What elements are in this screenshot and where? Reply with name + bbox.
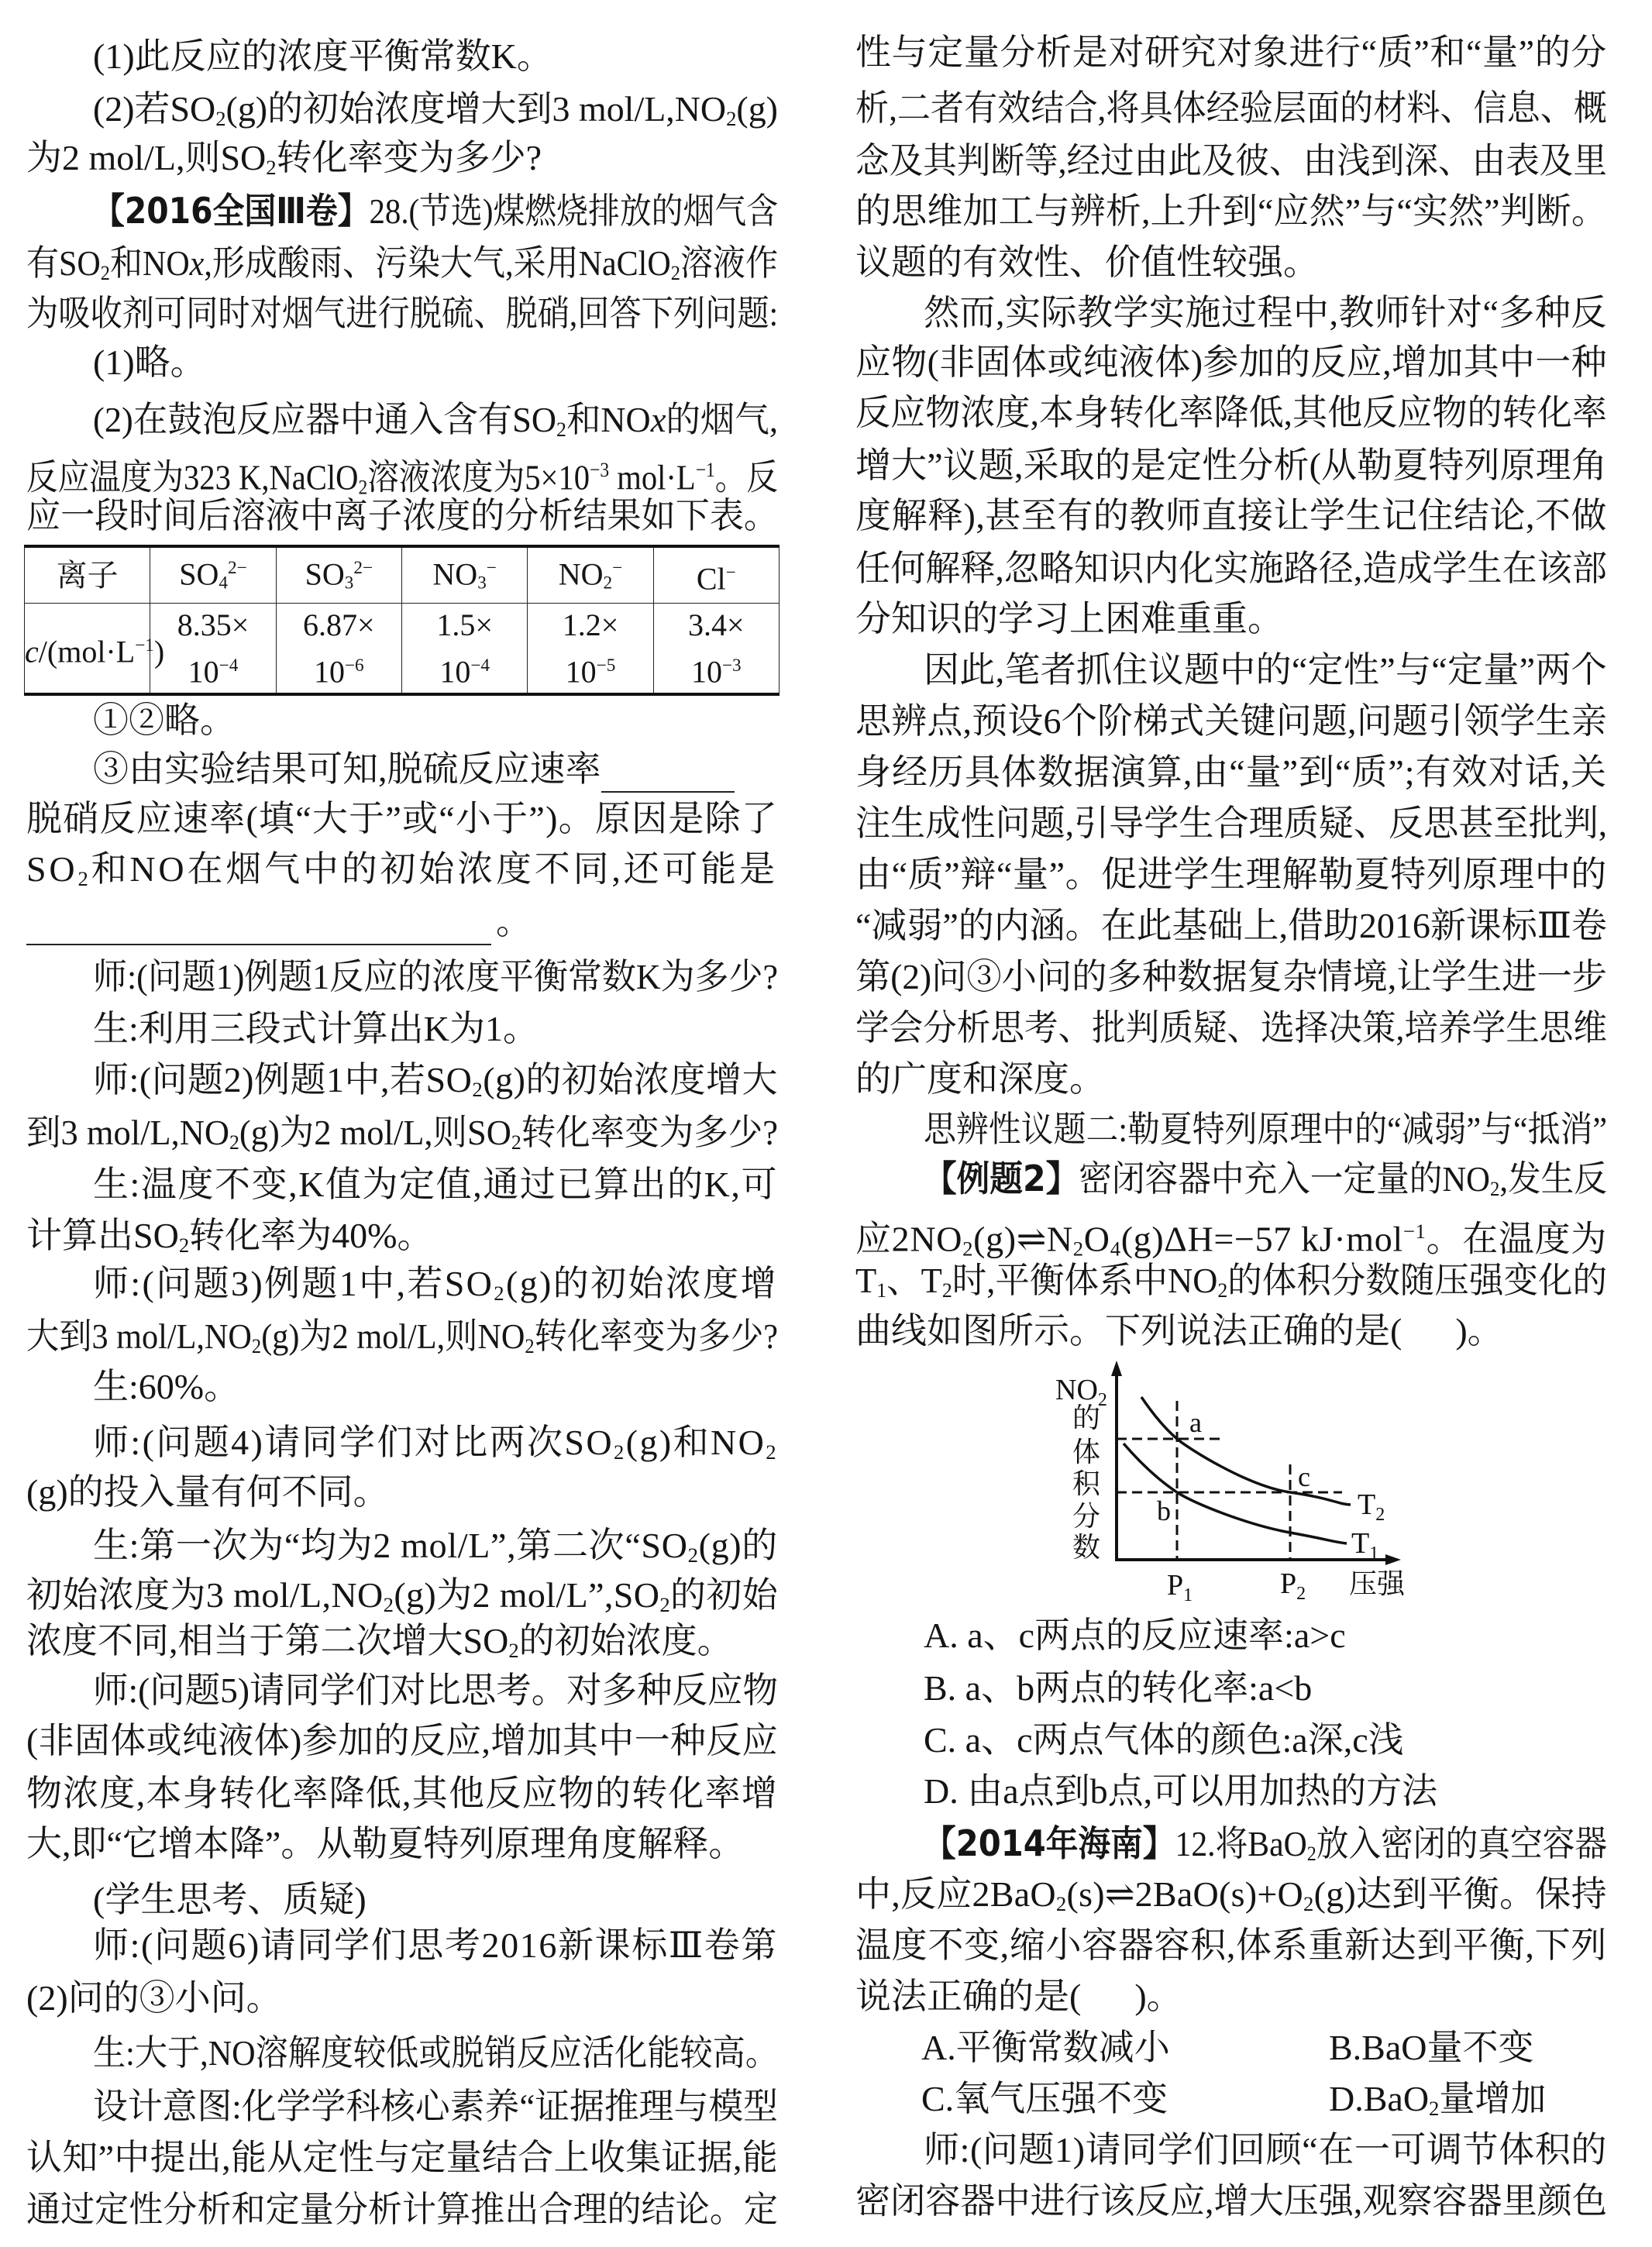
superscript: −1 bbox=[695, 458, 715, 481]
x-tick-p1 bbox=[1167, 1569, 1193, 1604]
subscript: 2 bbox=[383, 1592, 394, 1616]
text-line bbox=[855, 2178, 1607, 2225]
text-run: D. 由a点到b点,可以用加热的方法 bbox=[924, 1771, 1438, 1811]
text-run: 学会分析思考、批判质疑、选择决策,培养学生思维 bbox=[855, 1008, 1607, 1048]
text-run: 脱硝反应速率(填“大于”或“小于”)。原因是除了 bbox=[26, 799, 779, 838]
option-a bbox=[921, 2025, 1170, 2071]
y-axis-label-main: NO bbox=[1055, 1374, 1098, 1406]
text-run: 。 bbox=[496, 902, 532, 941]
text-run: 分知识的学习上困难重重。 bbox=[855, 599, 1283, 638]
text-run: (g)的初始浓度增大到3 mol/L,NO bbox=[225, 89, 727, 129]
italic-variable: x bbox=[650, 400, 666, 439]
text-run: “减弱”的内涵。在此基础上,借助2016新课标Ⅲ卷 bbox=[855, 906, 1608, 945]
subscript: 2 bbox=[251, 1333, 262, 1357]
text-run: 溶液浓度为5×10 bbox=[367, 457, 590, 497]
table-value-cell bbox=[653, 604, 779, 695]
superscript: 2− bbox=[228, 558, 247, 578]
option-c bbox=[921, 2076, 1168, 2122]
ion-concentration-table bbox=[24, 545, 780, 696]
text-line bbox=[924, 1155, 1607, 1202]
subscript: 2 bbox=[229, 1130, 239, 1154]
x-tick-main: P bbox=[1280, 1567, 1297, 1600]
text-run: 转化率变为多少? bbox=[534, 1316, 778, 1356]
italic-variable: x bbox=[189, 243, 205, 283]
table-header-cell bbox=[276, 546, 401, 604]
value-power bbox=[277, 645, 401, 692]
x-axis-arrow-icon bbox=[1385, 1554, 1401, 1565]
text-run: (g)为2 mol/L,则NO bbox=[261, 1316, 525, 1356]
text-run: SO bbox=[26, 849, 78, 889]
text-run: 的体积分数随压强变化的 bbox=[1227, 1261, 1608, 1300]
subscript: 2 bbox=[603, 573, 613, 594]
value-base: 10 bbox=[565, 654, 597, 690]
text-run: 身经历具体数据演算,由“量”到“质”;有效对话,关 bbox=[855, 752, 1607, 792]
point-label-b: b bbox=[1157, 1495, 1171, 1526]
superscript: 2− bbox=[353, 558, 373, 578]
text-run: 设计意图:化学学科核心素养“证据推理与模型 bbox=[93, 2087, 778, 2126]
subscript: 2 bbox=[556, 417, 566, 441]
text-run: (g)和NO bbox=[625, 1423, 766, 1462]
text-run: (g)为2 mol/L,则SO bbox=[239, 1113, 511, 1152]
y-axis-label-char: 体 bbox=[1072, 1437, 1101, 1468]
text-run: 密闭容器中充入一定量的NO bbox=[1079, 1159, 1490, 1199]
text-run: 因此,笔者抓住议题中的“定性”与“定量”两个 bbox=[924, 650, 1607, 690]
text-run: (s)⇌2BaO(s)+O bbox=[1066, 1874, 1303, 1914]
text-run: 量增加 bbox=[1439, 2079, 1547, 2118]
text-run: 的初始 bbox=[670, 1575, 779, 1615]
text-line bbox=[855, 239, 1607, 286]
text-run: NO bbox=[432, 556, 478, 592]
table-header-cell bbox=[528, 546, 653, 604]
subscript: 3 bbox=[477, 573, 487, 594]
bold-source-label: 【2014年海南】 bbox=[924, 1822, 1175, 1864]
text-run: 增大”议题,采取的是定性分析(从勒夏特列原理角 bbox=[855, 446, 1607, 485]
text-run: C.氧气压强不变 bbox=[921, 2079, 1168, 2118]
x-axis-label: 压强 bbox=[1348, 1568, 1406, 1599]
text-line bbox=[855, 85, 1607, 132]
subscript: 2 bbox=[266, 155, 277, 179]
text-run: SO bbox=[305, 556, 345, 592]
subscript: 1 bbox=[876, 1278, 887, 1302]
text-run: ③由实验结果可知,脱硫反应速率 bbox=[93, 749, 601, 789]
text-line bbox=[855, 1258, 1607, 1304]
text-run: O bbox=[1083, 1219, 1110, 1259]
text-run: (2)问的③小问。 bbox=[26, 1978, 282, 2018]
text-run: 溶液作 bbox=[680, 243, 778, 283]
value-exponent: −5 bbox=[596, 655, 616, 676]
text-run: A.平衡常数减小 bbox=[921, 2028, 1170, 2067]
text-line bbox=[924, 1717, 1607, 1764]
text-line bbox=[924, 290, 1607, 336]
text-run: ,形成酸雨、污染大气,采用NaClO bbox=[204, 243, 671, 283]
text-run: 浓度不同,相当于第二次增大SO bbox=[26, 1621, 509, 1660]
text-line bbox=[855, 1922, 1607, 1969]
text-run: 和NO bbox=[109, 243, 190, 283]
subscript: 2 bbox=[358, 475, 368, 499]
text-run: 念及其判断等,经过由此及彼、由浅到深、由表及里 bbox=[855, 141, 1607, 181]
text-run: (1)略。 bbox=[93, 342, 206, 382]
subscript: 2 bbox=[726, 106, 737, 130]
value-base: 10 bbox=[313, 654, 345, 690]
text-run: NO bbox=[558, 556, 604, 592]
text-run: 议题的有效性、价值性较强。 bbox=[855, 243, 1319, 282]
text-line bbox=[855, 954, 1607, 1000]
value-base: 10 bbox=[439, 654, 471, 690]
value-base: 10 bbox=[188, 654, 219, 690]
text-run: (g)的初始浓度增 bbox=[506, 1264, 778, 1303]
text-run: (g)达到平衡。保持 bbox=[1313, 1874, 1607, 1914]
text-line bbox=[855, 800, 1607, 847]
superscript: − bbox=[725, 562, 736, 583]
text-run: 生:大于,NO溶解度较低或脱销反应活化能较高。 bbox=[93, 2033, 778, 2073]
text-run: 大到3 mol/L,NO bbox=[26, 1316, 252, 1356]
table-value-cell bbox=[528, 604, 653, 695]
text-run: 为2 mol/L,则SO bbox=[26, 138, 267, 177]
value-exponent: −4 bbox=[470, 655, 490, 676]
text-run: 师:(问题2)例题1中,若SO bbox=[93, 1060, 473, 1099]
value-mantissa: 8.35× bbox=[177, 607, 250, 642]
text-run: (g) bbox=[736, 89, 778, 129]
superscript: − bbox=[486, 558, 497, 578]
text-line bbox=[924, 1106, 1607, 1153]
point-label-a: a bbox=[1189, 1407, 1202, 1438]
text-run: 曲线如图所示。下列说法正确的是( )。 bbox=[855, 1311, 1503, 1351]
text-run: 有SO bbox=[26, 243, 101, 283]
text-line bbox=[924, 1612, 1607, 1659]
text-run: SO bbox=[179, 556, 219, 592]
text-line bbox=[855, 698, 1607, 745]
text-line bbox=[924, 647, 1607, 693]
subscript: 2 bbox=[1055, 1891, 1067, 1915]
superscript: −1 bbox=[135, 635, 154, 656]
text-run: (g)ΔH=−57 kJ·mol bbox=[1120, 1219, 1403, 1259]
text-run: 的广度和深度。 bbox=[855, 1059, 1105, 1099]
text-run: 。在温度为 bbox=[1426, 1219, 1607, 1259]
text-run: 应物(非固体或纯液体)参加的反应,增加其中一种 bbox=[855, 342, 1607, 382]
value-mantissa: 3.4× bbox=[688, 607, 745, 642]
value-mantissa: 1.5× bbox=[436, 607, 493, 642]
y-axis-label-char: 积 bbox=[1072, 1468, 1101, 1499]
subscript: 2 bbox=[215, 106, 226, 130]
text-run: 师:(问题1)例题1反应的浓度平衡常数K为多少? bbox=[93, 957, 778, 996]
subscript: 2 bbox=[1303, 1891, 1314, 1915]
text-run: B.BaO量不变 bbox=[1329, 2028, 1534, 2067]
subscript: 2 bbox=[659, 1592, 671, 1616]
table-row bbox=[25, 604, 780, 695]
text-line bbox=[855, 138, 1607, 184]
text-line bbox=[855, 852, 1607, 898]
subscript: 2 bbox=[100, 260, 110, 284]
text-run: 应一段时间后溶液中离子浓度的分析结果如下表。 bbox=[26, 496, 779, 535]
text-run: 生:第一次为“均为2 mol/L”,第二次“SO bbox=[93, 1526, 688, 1565]
text-line bbox=[855, 29, 1607, 76]
text-run: 到3 mol/L,NO bbox=[26, 1113, 230, 1152]
superscript: − bbox=[612, 558, 623, 578]
text-run: 析,二者有效结合,将具体经验层面的材料、信息、概 bbox=[855, 88, 1608, 128]
y-axis-label-char: 分 bbox=[1072, 1501, 1101, 1532]
superscript: −1 bbox=[1402, 1220, 1427, 1243]
text-run: 温度不变,缩小容器容积,体系重新达到平衡,下列 bbox=[855, 1925, 1607, 1965]
subscript: 2 bbox=[1072, 1237, 1084, 1261]
text-run: 任何解释,忽略知识内化实施路径,造成学生在该部 bbox=[855, 549, 1608, 588]
text-line bbox=[924, 1665, 1607, 1712]
text-run: 度解释),甚至有的教师直接让学生记住结论,不做 bbox=[855, 496, 1608, 535]
subscript: 2 bbox=[77, 866, 91, 890]
text-run: 思辨性议题二:勒夏特列原理中的“减弱”与“抵消” bbox=[924, 1110, 1607, 1149]
text-run: 物浓度,本身转化率降低,其他反应物的转化率增 bbox=[26, 1774, 779, 1813]
text-run: (非固体或纯液体)参加的反应,增加其中一种反应 bbox=[26, 1721, 778, 1760]
text-run: (g)⇌N bbox=[973, 1219, 1073, 1259]
subscript: 4 bbox=[1110, 1237, 1121, 1261]
text-run: 性与定量分析是对研究对象进行“质”和“量”的分 bbox=[855, 33, 1607, 72]
text-run: 反应物浓度,本身转化率降低,其他反应物的转化率 bbox=[855, 393, 1608, 432]
subscript: 2 bbox=[508, 1638, 519, 1662]
text-line bbox=[855, 1871, 1607, 1918]
row-label-cell bbox=[25, 604, 165, 695]
subscript: 2 bbox=[962, 1237, 974, 1261]
option-d bbox=[1329, 2076, 1546, 2122]
text-run: (g)的 bbox=[698, 1526, 778, 1565]
subscript: 2 bbox=[525, 1333, 535, 1357]
text-run: /(mol·L bbox=[38, 634, 136, 669]
value-power bbox=[528, 645, 652, 692]
text-run: (g)的投入量有何不同。 bbox=[26, 1472, 389, 1512]
text-line bbox=[855, 1056, 1607, 1103]
text-run: A. a、c两点的反应速率:a>c bbox=[924, 1616, 1346, 1655]
text-line bbox=[855, 390, 1607, 436]
text-run: 时,平衡体系中NO bbox=[952, 1261, 1218, 1300]
text-line bbox=[855, 545, 1607, 592]
text-run: 的烟气, bbox=[666, 400, 779, 439]
subscript: 2 bbox=[1217, 1278, 1228, 1302]
text-run: (1)此反应的浓度平衡常数K。 bbox=[93, 36, 552, 76]
text-run: 转化率变为多少? bbox=[276, 138, 542, 177]
text-run: ①②略。 bbox=[93, 700, 236, 740]
subscript: 2 bbox=[687, 1543, 699, 1567]
text-run: 注生成性问题,引导学生合理质疑、反思甚至批判, bbox=[855, 803, 1608, 843]
curve-label-sub: 1 bbox=[1369, 1543, 1379, 1564]
text-run: 和NO bbox=[566, 400, 651, 439]
text-run: 。反 bbox=[714, 457, 778, 497]
text-run: 认知”中提出,能从定性与定量结合上收集证据,能 bbox=[26, 2138, 779, 2177]
text-run: 离子 bbox=[56, 557, 119, 593]
x-tick-main: P bbox=[1167, 1569, 1184, 1602]
subscript: 2 bbox=[178, 1233, 190, 1257]
text-run: 说法正确的是( )。 bbox=[855, 1977, 1182, 2016]
text-run: 转化率为40%。 bbox=[189, 1216, 433, 1255]
value-exponent: −6 bbox=[344, 655, 364, 676]
text-line bbox=[855, 188, 1607, 235]
text-run: 的思维加工与辨析,上升到“应然”与“实然”判断。 bbox=[855, 191, 1608, 231]
subscript: 2 bbox=[766, 1440, 779, 1464]
subscript: 2 bbox=[494, 1281, 506, 1305]
text-run: 由“质”辩“量”。促进学生理解勒夏特列原理中的 bbox=[855, 855, 1607, 894]
text-run: 师:(问题6)请同学们思考2016新课标Ⅲ卷第 bbox=[93, 1925, 779, 1965]
text-run: ) bbox=[153, 634, 165, 669]
text-line bbox=[855, 903, 1607, 949]
text-run: T bbox=[855, 1261, 877, 1300]
y-axis-label-char: 数 bbox=[1072, 1532, 1101, 1563]
text-run: (学生思考、质疑) bbox=[93, 1880, 367, 1919]
text-run: 、T bbox=[886, 1261, 942, 1300]
italic-variable: c bbox=[25, 634, 39, 669]
text-run: 师:(问题4)请同学们对比两次SO bbox=[93, 1423, 614, 1462]
no2-volume-fraction-figure bbox=[1038, 1348, 1426, 1604]
option-b bbox=[1329, 2025, 1534, 2071]
subscript: 2 bbox=[1306, 1841, 1316, 1865]
value-mantissa: 1.2× bbox=[562, 607, 619, 642]
subscript: 2 bbox=[472, 1077, 484, 1101]
table-value-cell bbox=[276, 604, 401, 695]
text-run: 中,反应2BaO bbox=[855, 1874, 1056, 1914]
table-header-cell bbox=[150, 546, 276, 604]
curve-label-t2 bbox=[1358, 1488, 1385, 1525]
subscript: 2 bbox=[1489, 1176, 1500, 1200]
text-line bbox=[855, 1208, 1607, 1261]
value-power bbox=[402, 645, 527, 692]
value-power bbox=[150, 645, 275, 692]
table-value-cell bbox=[150, 604, 276, 695]
text-run: 生:60%。 bbox=[93, 1367, 240, 1406]
text-run: 初始浓度为3 mol/L,NO bbox=[26, 1575, 384, 1615]
text-run: 28.(节选)煤燃烧排放的烟气含 bbox=[369, 191, 779, 231]
y-axis-arrow-icon bbox=[1111, 1361, 1122, 1376]
superscript: −3 bbox=[590, 458, 610, 481]
text-run: Cl bbox=[696, 560, 726, 596]
subscript: 2 bbox=[670, 260, 680, 284]
text-run: D.BaO bbox=[1329, 2079, 1430, 2118]
text-run: C. a、c两点气体的颜色:a深,c浅 bbox=[924, 1720, 1404, 1760]
subscript: 2 bbox=[1429, 2096, 1440, 2120]
bold-source-label: 【2016全国Ⅲ卷】 bbox=[93, 190, 370, 232]
text-run: 和NO在烟气中的初始浓度不同,还可能是 bbox=[91, 849, 778, 889]
text-run: 大,即“它增本降”。从勒夏特列原理角度解释。 bbox=[26, 1824, 745, 1863]
value-base: 10 bbox=[690, 654, 722, 690]
text-run: (2)在鼓泡反应器中通入含有SO bbox=[93, 400, 557, 439]
x-tick-sub: 2 bbox=[1296, 1584, 1306, 1604]
table-value-cell bbox=[401, 604, 527, 695]
text-run: 师:(问题1)请同学们回顾“在一可调节体积的 bbox=[924, 2130, 1608, 2170]
text-run: 第(2)问③小问的多种数据复杂情境,让学生进一步 bbox=[855, 957, 1607, 996]
subscript: 2 bbox=[941, 1278, 952, 1302]
text-run: B. a、b两点的转化率:a<b bbox=[924, 1668, 1313, 1708]
text-run: 生:利用三段式计算出K为1。 bbox=[93, 1009, 539, 1048]
text-line bbox=[855, 749, 1607, 796]
subscript: 2 bbox=[511, 1130, 521, 1154]
text-run: 师:(问题5)请同学们对比思考。对多种反应物 bbox=[93, 1671, 778, 1710]
curve-label-sub: 2 bbox=[1375, 1505, 1385, 1525]
value-exponent: −4 bbox=[219, 655, 239, 676]
text-line bbox=[924, 1768, 1607, 1815]
text-run: 计算出SO bbox=[26, 1216, 179, 1255]
subscript: 3 bbox=[344, 573, 354, 594]
text-run: 思辨点,预设6个阶梯式关键问题,问题引领学生亲 bbox=[855, 701, 1607, 741]
text-line bbox=[855, 1973, 1607, 2020]
text-run: 为吸收剂可同时对烟气进行脱硫、脱硝,回答下列问题: bbox=[26, 294, 779, 333]
text-run: 反应温度为323 K,NaClO bbox=[26, 457, 359, 497]
value-mantissa: 6.87× bbox=[303, 607, 375, 642]
y-axis-label-char: 的 bbox=[1072, 1402, 1101, 1433]
subscript: 4 bbox=[219, 573, 229, 594]
table-header-cell bbox=[25, 546, 150, 604]
text-line bbox=[855, 596, 1607, 642]
text-run: 应2NO bbox=[855, 1219, 963, 1259]
y-axis-label-sub: 2 bbox=[1097, 1390, 1107, 1410]
text-run: mol·L bbox=[609, 457, 696, 497]
value-power bbox=[654, 645, 779, 692]
text-line bbox=[924, 1820, 1607, 1867]
curve-label-main: T bbox=[1351, 1527, 1370, 1560]
text-line bbox=[855, 1005, 1607, 1051]
text-run: 的初始浓度。 bbox=[518, 1621, 733, 1660]
text-run: ,发生反 bbox=[1499, 1159, 1607, 1199]
text-line bbox=[855, 339, 1607, 386]
text-run: 转化率变为多少? bbox=[521, 1113, 778, 1152]
subscript: 2 bbox=[614, 1440, 626, 1464]
text-run: (2)若SO bbox=[93, 89, 216, 129]
table-header-cell bbox=[401, 546, 527, 604]
text-run: 放入密闭的真空容器 bbox=[1316, 1824, 1608, 1863]
x-tick-sub: 1 bbox=[1183, 1585, 1193, 1604]
text-run: 通过定性分析和定量分析计算推出合理的结论。定 bbox=[26, 2190, 779, 2229]
curve-label-main: T bbox=[1358, 1488, 1376, 1521]
x-tick-p2 bbox=[1280, 1567, 1306, 1604]
value-exponent: −3 bbox=[721, 655, 742, 676]
table-header-row bbox=[25, 546, 780, 604]
table-header-cell bbox=[653, 546, 779, 604]
text-line bbox=[855, 1308, 1607, 1354]
text-run: 密闭容器中进行该反应,增大压强,观察容器里颜色 bbox=[855, 2181, 1608, 2221]
curve-label-t1 bbox=[1351, 1527, 1378, 1564]
text-run: (g)为2 mol/L”,SO bbox=[394, 1575, 660, 1615]
text-run: 12.将BaO bbox=[1175, 1824, 1307, 1863]
text-line bbox=[855, 442, 1607, 489]
point-label-c: c bbox=[1298, 1461, 1310, 1492]
text-run: (g)的初始浓度增大 bbox=[483, 1060, 778, 1099]
text-line bbox=[924, 2127, 1607, 2173]
text-line bbox=[855, 493, 1607, 539]
text-run: 师:(问题3)例题1中,若SO bbox=[93, 1264, 494, 1303]
text-run: 生:温度不变,K值为定值,通过已算出的K,可 bbox=[93, 1165, 779, 1204]
bold-source-label: 【例题2】 bbox=[924, 1158, 1079, 1199]
text-run: 然而,实际教学实施过程中,教师针对“多种反 bbox=[924, 293, 1607, 332]
